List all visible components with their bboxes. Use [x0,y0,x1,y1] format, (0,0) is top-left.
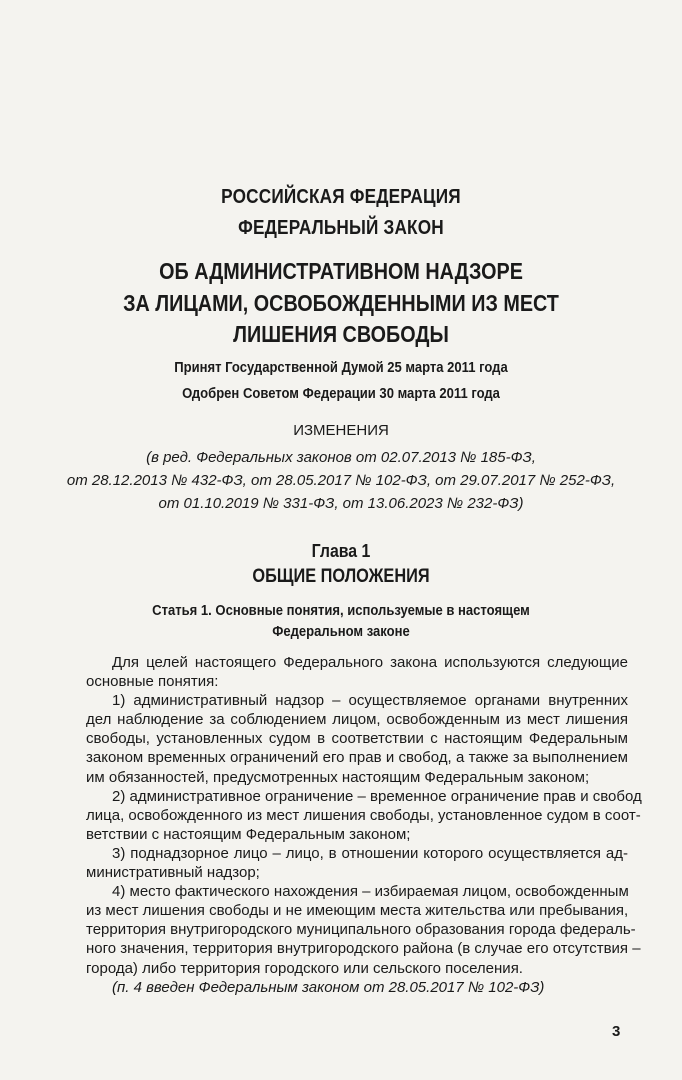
paragraph-line: лица, освобожденного из мест лишения свободы, установленное судом в соот- [86,806,641,824]
paragraph-line: им обязанностей, предусмотренных настоящим Федеральным законом; [86,768,590,786]
chapter-number: Глава 1 [311,541,371,561]
law-type-heading: ФЕДЕРАЛЬНЫЙ ЗАКОН [238,217,444,239]
paragraph-line: ветствии с настоящим Федеральным законом; [86,825,411,843]
law-title-line: ЛИШЕНИЯ СВОБОДЫ [233,321,449,347]
paragraph-line: Для целей настоящего Федерального закона используются следующие [112,654,628,671]
changes-line: от 28.12.2013 № 432-ФЗ, от 28.05.2017 № 102-ФЗ, от 29.07.2017 № 252-ФЗ, [66,472,616,489]
law-title-line: ОБ АДМИНИСТРАТИВНОМ НАДЗОРЕ [159,258,523,284]
chapter-title: ОБЩИЕ ПОЛОЖЕНИЯ [252,566,430,587]
paragraph-line: территория внутригородского муниципального образования города федераль- [86,921,636,939]
changes-line: от 01.10.2019 № 331-ФЗ, от 13.06.2023 № 232-ФЗ) [158,495,524,512]
paragraph-line: министративный надзор; [86,864,260,882]
amendment-note: (п. 4 введен Федеральным законом от 28.05.2017 № 102-ФЗ) [112,978,545,996]
paragraph-line: из мест лишения свободы и не имеющим места жительства или пребывания, [86,902,629,920]
paragraph-line: дел наблюдение за соблюдением лицом, освобожденным из мест лишения [86,711,628,729]
law-title-line: ЗА ЛИЦАМИ, ОСВОБОЖДЕННЫМИ ИЗ МЕСТ [123,290,559,316]
paragraph-line: 1) административный надзор – осуществляемое органами внутренних [112,692,628,710]
paragraph-line: 4) место фактического нахождения – избираемая лицом, освобожденным [112,883,629,901]
paragraph-line: свободы, установленных судом в соответствии с настоящим Федеральным [86,730,628,748]
article-title-line: Федеральном законе [272,624,410,640]
article-title-line: Статья 1. Основные понятия, используемые в настоящем [152,603,530,619]
changes-heading: ИЗМЕНЕНИЯ [293,422,389,439]
changes-line: (в ред. Федеральных законов от 02.07.2013 № 185-ФЗ, [146,449,536,466]
paragraph-line: законом временных ограничений его прав и свобод, а также за выполнением [86,749,628,767]
article-body [86,653,642,997]
approval-date: Одобрен Советом Федерации 30 марта 2011 года [182,386,500,402]
country-heading: РОССИЙСКАЯ ФЕДЕРАЦИЯ [221,186,461,208]
paragraph-line: города) либо территория городского или сельского поселения. [86,959,523,977]
adoption-date: Принят Государственной Думой 25 марта 2011 года [174,360,508,376]
paragraph-line: 2) административное ограничение – временное ограничение прав и свобод [112,787,642,805]
paragraph-line: основные понятия: [86,673,219,691]
paragraph-line: 3) поднадзорное лицо – лицо, в отношении которого осуществляется ад- [112,844,628,862]
page-number: 3 [612,1023,621,1040]
paragraph-line: ного значения, территория внутригородского района (в случае его отсутствия – [86,940,641,958]
